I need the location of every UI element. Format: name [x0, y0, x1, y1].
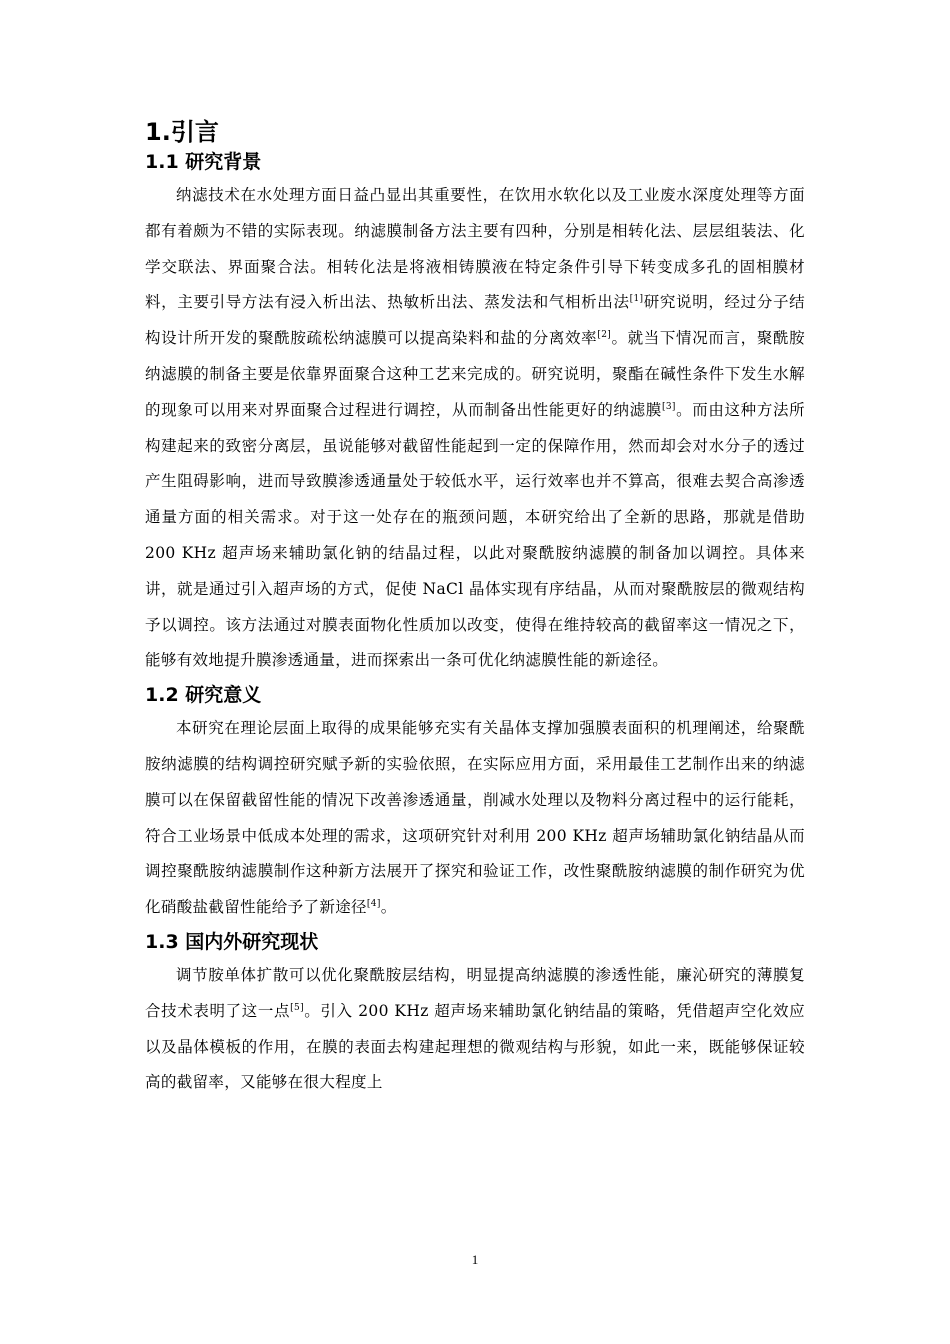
- page-number: 1: [471, 1252, 479, 1267]
- paragraph-text: 纳滤技术在水处理方面日益凸显出其重要性，在饮用水软化以及工业废水深度处理等方面都有着颇为不错的实际表现。纳滤膜制备方法主要有四种，分别是相转化法、层层组装法、化学交联法、界面聚合法。相转化法是将液相铸膜液在特定条件引导下转变成多孔的固相膜材料，主要引导方法有浸入析出法、热敏析出法、蒸发法和气相析出法: [145, 186, 805, 312]
- paragraph-background: [145, 178, 805, 679]
- paragraph-text: 本研究在理论层面上取得的成果能够充实有关晶体支撑加强膜表面积的机理阐述，给聚酰胺纳滤膜的结构调控研究赋予新的实验依照，在实际应用方面，采用最佳工艺制作出来的纳滤膜可以在保留截留性能的情况下改善渗透通量，削减水处理以及物料分离过程中的运行能耗，符合工业场景中低成本处理的需求，这项研究针对利用 200 KHz 超声场辅助氯化钠结晶从而调控聚酰胺纳滤膜制作这种新方法展开了探究和验证工作，改性聚酰胺纳滤膜的制作研究为优化硝酸盐截留性能给予了新途径: [145, 719, 805, 917]
- citation-ref: [5]: [290, 1002, 304, 1013]
- section-heading-background: 1.1 研究背景: [145, 151, 262, 173]
- chapter-heading: 1.引言: [145, 118, 219, 146]
- citation-ref: [4]: [366, 898, 381, 909]
- section-heading-research-status: 1.3 国内外研究现状: [145, 930, 319, 953]
- citation-ref: [1]: [629, 294, 644, 305]
- paragraph-text: 调节胺单体扩散可以优化聚酰胺层结构，明显提高纳滤膜的渗透性能，廉沁研究的薄膜复合技术表明了这一点: [145, 965, 805, 1020]
- citation-ref: [3]: [661, 401, 676, 412]
- paragraph-text: 。引入 200 KHz 超声场来辅助氯化钠结晶的策略，凭借超声空化效应以及晶体模板的作用，在膜的表面去构建起理想的微观结构与形貌，如此一来，既能够保证较高的截留率，又能够在很大程度上: [145, 1001, 805, 1092]
- paragraph-text: 。就当下情况而言，聚酰胺纳滤膜的制备主要是依靠界面聚合这种工艺来完成的。研究说明，聚酯在碱性条件下发生水解的现象可以用来对界面聚合过程进行调控，从而制备出性能更好的纳滤膜: [145, 329, 805, 419]
- paragraph-text: 。: [380, 898, 397, 917]
- section-heading-significance: 1.2 研究意义: [145, 684, 262, 707]
- paragraph-text: 研究说明，经过分子结构设计所开发的聚酰胺疏松纳滤膜可以提高染料和盐的分离效率: [145, 293, 805, 348]
- citation-ref: [2]: [597, 330, 612, 341]
- paragraph-significance: [145, 711, 805, 926]
- paragraph-research-status: [145, 958, 805, 1101]
- paragraph-text: 。而由这种方法所构建起来的致密分离层，虽说能够对截留性能起到一定的保障作用，然而却会对水分子的透过产生阻碍影响，进而导致膜渗透通量处于较低水平，运行效率也并不算高，很难去契合高渗透通量方面的相关需求。对于这一处存在的瓶颈问题，本研究给出了全新的思路，那就是借助 200 KHz 超声场来辅助氯化钠的结晶过程，以此对聚酰胺纳滤膜的制备加以调控。具体来讲，就是通过引入超声场的方式，促使 NaCl 晶体实现有序结晶，从而对聚酰胺层的微观结构予以调控。该方法通过对膜表面物化性质加以改变，使得在维持较高的截留率这一情况之下，能够有效地提升膜渗透通量，进而探索出一条可优化纳滤膜性能的新途径。: [145, 400, 806, 670]
- document-body: [145, 118, 805, 1101]
